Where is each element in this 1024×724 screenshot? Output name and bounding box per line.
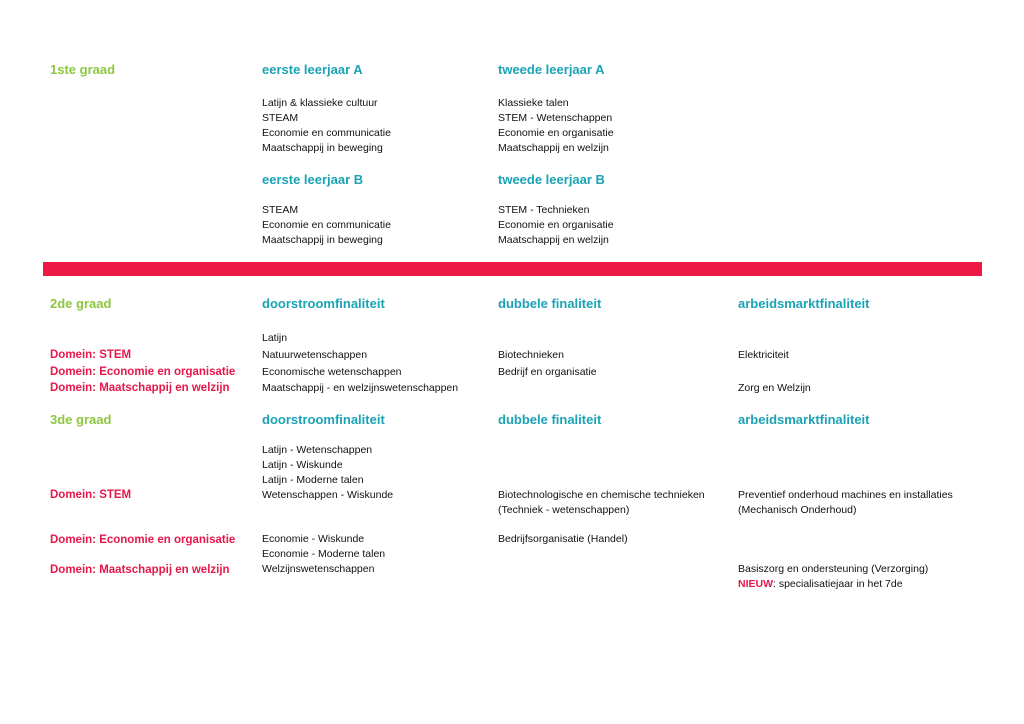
doorstroom-heading-2: doorstroomfinaliteit [262,296,385,311]
list-item: (Techniek - wetenschappen) [498,504,630,516]
list-item: Latijn & klassieke cultuur [262,97,378,109]
new-text: : specialisatiejaar in het 7de [773,578,903,590]
section-divider [43,262,982,276]
stem-dubbele: Biotechnieken [498,349,564,361]
list-item: Klassieke talen [498,97,569,109]
maat-doorstroom: Maatschappij - en welzijnswetenschappen [262,382,459,394]
dubbele-heading-2: dubbele finaliteit [498,296,602,311]
list-item: (Mechanisch Onderhoud) [738,504,857,516]
dubbele-heading-3: dubbele finaliteit [498,412,602,427]
list-item: Latijn - Wiskunde [262,459,343,471]
eco-doorstroom: Economische wetenschappen [262,366,402,378]
eerste-leerjaar-b-heading: eerste leerjaar B [262,172,364,187]
list-item: Basiszorg en ondersteuning (Verzorging) [738,563,929,575]
stem-doorstroom: Natuurwetenschappen [262,349,368,361]
grade-2-title: 2de graad [50,296,112,311]
eco-doorstroom-3 [262,532,385,562]
list-item: Biotechnologische en chemische technieken [498,489,705,501]
list-item: Latijn - Wetenschappen [262,444,373,456]
grade-1-title: 1ste graad [50,62,116,77]
list-item: STEM - Wetenschappen [498,112,613,124]
domain-eco-label: Domein: Economie en organisatie [50,366,236,378]
list-item: Economie - Moderne talen [262,548,386,560]
list-item: Maatschappij en welzijn [498,142,609,154]
maat-doorstroom-3: Welzijnswetenschappen [262,563,375,575]
eerste-leerjaar-b-list [262,203,391,248]
domain-stem-label-3: Domein: STEM [50,489,132,501]
stem-arbeidsmarkt-3 [738,488,953,518]
stem-dubbele-3 [498,488,705,518]
domain-stem-label: Domein: STEM [50,349,132,361]
maat-arbeidsmarkt-3 [738,562,928,592]
new-note [738,577,928,592]
list-item: Economie - Wiskunde [262,533,365,545]
eerste-leerjaar-a-heading: eerste leerjaar A [262,62,363,77]
list-item: Economie en organisatie [498,127,614,139]
list-item: Maatschappij in beweging [262,142,383,154]
list-item: Economie en organisatie [498,219,614,231]
list-item: Economie en communicatie [262,219,391,231]
list-item: Latijn - Moderne talen [262,474,364,486]
eerste-leerjaar-a-list [262,96,391,156]
list-item: Maatschappij in beweging [262,234,383,246]
stem-doorstroom-3: Wetenschappen - Wiskunde [262,489,394,501]
tweede-leerjaar-b-heading: tweede leerjaar B [498,172,605,187]
list-item: STEM - Technieken [498,204,590,216]
eco-dubbele-3: Bedrijfsorganisatie (Handel) [498,533,628,545]
stem-arbeidsmarkt: Elektriciteit [738,349,789,361]
tweede-leerjaar-a-list [498,96,614,156]
eco-dubbele: Bedrijf en organisatie [498,366,597,378]
list-item: Economie en communicatie [262,127,391,139]
domain-eco-label-3: Domein: Economie en organisatie [50,534,236,546]
list-item: STEAM [262,204,299,216]
list-item: Maatschappij en welzijn [498,234,609,246]
list-item: STEAM [262,112,299,124]
maat-arbeidsmarkt: Zorg en Welzijn [738,382,811,394]
list-item: Preventief onderhoud machines en installaties [738,489,953,501]
grade-3-title: 3de graad [50,412,112,427]
latijn-item: Latijn [262,332,288,344]
new-badge: NIEUW [738,578,773,590]
domain-maat-label: Domein: Maatschappij en welzijn [50,382,230,394]
tweede-leerjaar-b-list [498,203,614,248]
latijn-list [262,443,372,488]
tweede-leerjaar-a-heading: tweede leerjaar A [498,62,605,77]
arbeidsmarkt-heading-3: arbeidsmarktfinaliteit [738,412,870,427]
doorstroom-heading-3: doorstroomfinaliteit [262,412,385,427]
domain-maat-label-3: Domein: Maatschappij en welzijn [50,564,230,576]
arbeidsmarkt-heading-2: arbeidsmarktfinaliteit [738,296,870,311]
